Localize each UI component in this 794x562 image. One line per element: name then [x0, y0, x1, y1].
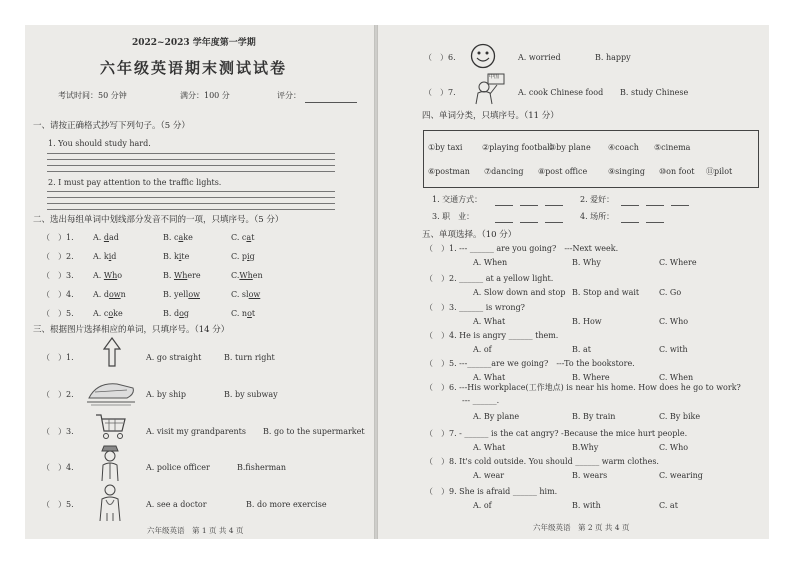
word-part: g [249, 252, 255, 261]
word-option-c [231, 233, 254, 243]
option-b: B. go to the supermarket [263, 427, 365, 436]
word-bank-item: ⑦dancing [484, 167, 524, 176]
underlined-letters: ow [248, 290, 261, 299]
word-option-b [163, 309, 189, 319]
underlined-letters: o [179, 309, 184, 318]
exam-time: 考试时间：50 分钟 [58, 91, 127, 100]
option-b: B. do more exercise [246, 500, 327, 509]
word-bank-item: ⑪pilot [706, 167, 733, 176]
shopping-cart-icon [95, 413, 127, 441]
exam-scan [25, 25, 769, 539]
answer-blank[interactable] [495, 205, 513, 206]
mcq-option-b: B. Why [572, 258, 601, 267]
picture-question-number[interactable]: （ ）3. [42, 427, 74, 436]
writing-line[interactable] [47, 159, 335, 160]
section-4-title: 四、单词分类，只填序号。（11 分） [422, 111, 559, 121]
underlined-letters: Wh [239, 271, 253, 280]
word-part: C. sl [231, 290, 249, 299]
mcq-option-c: C. Go [659, 288, 682, 297]
answer-blank[interactable] [495, 222, 513, 223]
word-bank-item: ⑨singing [608, 167, 645, 176]
up-arrow-icon [103, 337, 121, 367]
mcq-option-b: B. wears [572, 471, 608, 480]
word-option-c [231, 290, 260, 300]
mcq-option-c: C. at [659, 501, 678, 510]
doctor-icon [96, 483, 124, 523]
word-part: B. yell [163, 290, 189, 299]
mcq-option-b: B. Stop and wait [572, 288, 640, 297]
option-b: B.fisherman [237, 463, 287, 472]
mcq-option-b: B. How [572, 317, 602, 326]
answer-blank[interactable] [520, 205, 538, 206]
section-1-title: 一、请按正确格式抄写下列句子。（5 分） [33, 121, 190, 131]
word-part: t [251, 309, 256, 318]
category-place: 4. 场所： [580, 212, 615, 221]
word-part: A. [93, 271, 104, 280]
word-part: g [183, 309, 190, 318]
mcq-option-c: C. Who [659, 317, 689, 326]
question-number[interactable]: （ ）2. [42, 252, 74, 261]
option-a: A. cook Chinese food [518, 88, 604, 97]
mcq-option-c: C. with [659, 345, 688, 354]
train-icon [87, 378, 137, 406]
word-option-a [93, 290, 126, 300]
option-a: A. worried [518, 53, 561, 62]
mcq-option-c: C. Where [659, 258, 697, 267]
mcq-option-c: C. By bike [659, 412, 701, 421]
mcq-question[interactable]: （ ）7. - ______ is the cat angry? -Because the mice hurt people. [425, 429, 688, 438]
word-option-b [163, 252, 189, 262]
mcq-question[interactable]: （ ）1. --- ______ are you going? ---Next week. [425, 244, 619, 253]
picture-question-number[interactable]: （ ）1. [42, 353, 74, 362]
word-part: o [117, 271, 123, 280]
board-label: 中国 [489, 74, 500, 80]
option-a: A. go straight [146, 353, 202, 362]
underlined-letters: i [178, 252, 182, 261]
answer-blank[interactable] [545, 222, 563, 223]
word-bank-item: ③by plane [549, 143, 591, 152]
word-option-a [93, 271, 122, 281]
picture-question-number[interactable]: （ ）5. [42, 500, 74, 509]
word-part: A. d [93, 290, 109, 299]
word-part: B. k [163, 252, 179, 261]
category-hobby: 2. 爱好： [580, 195, 615, 204]
word-bank-item: ⑩on foot [659, 167, 695, 176]
page-title: 六年级英语期末测试试卷 [100, 59, 288, 77]
answer-blank[interactable] [646, 205, 664, 206]
word-part: C. n [231, 309, 248, 318]
option-a: A. by ship [146, 390, 186, 399]
mcq-question[interactable]: （ ）5. ---______are we going? ---To the bookstore. [425, 359, 635, 368]
word-bank-item: ⑤cinema [654, 143, 691, 152]
mcq-question[interactable]: （ ）9. She is afraid ______ him. [425, 487, 558, 496]
section-3-title: 三、根据图片选择相应的单词，只填序号。（14 分） [33, 325, 230, 335]
section-5-title: 五、单项选择。（10 分） [422, 230, 517, 240]
category-transport: 1. 交通方式： [432, 195, 483, 204]
picture-question-number[interactable]: （ ）2. [42, 390, 74, 399]
mcq-option-a: A. of [473, 501, 492, 510]
word-part: C. [231, 271, 240, 280]
word-part: A. [93, 233, 104, 242]
picture-question-number[interactable]: （ ）6. [424, 53, 456, 62]
mcq-option-c: C. When [659, 373, 694, 382]
mcq-option-a: A. By plane [473, 412, 520, 421]
mcq-answer-line: --- ______. [462, 396, 500, 405]
student-at-board-icon [470, 73, 506, 105]
mcq-option-a: A. wear [473, 471, 505, 480]
mcq-question[interactable]: （ ）2. ______ at a yellow light. [425, 274, 554, 283]
smiley-face-icon [470, 43, 496, 69]
word-part: a [109, 233, 114, 242]
picture-question-number[interactable]: （ ）4. [42, 463, 74, 472]
mcq-option-a: A. When [473, 258, 508, 267]
word-part: d [113, 233, 119, 242]
word-part: d [111, 252, 117, 261]
page-footer: 六年级英语 第 2 页 共 4 页 [533, 523, 630, 532]
word-option-a [93, 233, 119, 243]
option-a: A. visit my grandparents [146, 427, 246, 436]
page-footer: 六年级英语 第 1 页 共 4 页 [147, 526, 244, 535]
answer-blank[interactable] [621, 205, 639, 206]
copy-sentence-2: 2. I must pay attention to the traffic lights. [48, 178, 222, 187]
question-number[interactable]: （ ）1. [42, 233, 74, 242]
category-job: 3. 职 业： [432, 212, 475, 221]
mcq-option-a: A. of [473, 345, 492, 354]
underlined-letters: Wh [173, 271, 188, 280]
word-option-b [163, 233, 193, 243]
word-option-c [231, 252, 255, 262]
writing-line[interactable] [47, 171, 335, 172]
word-option-a [93, 252, 116, 262]
mcq-option-b: B.Why [572, 443, 599, 452]
underlined-letters: ow [188, 290, 201, 299]
word-part: A. c [93, 309, 109, 318]
word-part: ke [183, 233, 193, 242]
mcq-option-a: A. What [473, 317, 506, 326]
mcq-option-a: A. What [473, 443, 506, 452]
mcq-question[interactable]: （ ）4. He is angry ______ them. [425, 331, 559, 340]
underlined-letters: a [178, 233, 184, 242]
question-number[interactable]: （ ）5. [42, 309, 74, 318]
underlined-letters: a [246, 233, 252, 242]
mcq-option-b: B. By train [572, 412, 616, 421]
word-part: t [251, 233, 255, 242]
word-option-c [231, 271, 263, 281]
word-part: A. k [93, 252, 109, 261]
mcq-option-b: B. at [572, 345, 591, 354]
word-part: C. p [231, 252, 248, 261]
mcq-option-a: A. Slow down and stop [473, 288, 566, 297]
answer-blank[interactable] [545, 205, 563, 206]
underlined-letters: o [108, 309, 114, 318]
underlined-letters: ow [108, 290, 121, 299]
word-part: C. c [231, 233, 247, 242]
score-blank[interactable] [305, 102, 357, 103]
word-part: ke [113, 309, 123, 318]
answer-blank[interactable] [671, 205, 689, 206]
word-bank-item: ①by taxi [428, 143, 463, 152]
picture-question-number[interactable]: （ ）7. [424, 88, 456, 97]
mcq-option-c: C. wearing [659, 471, 703, 480]
writing-line[interactable] [47, 191, 335, 192]
writing-line[interactable] [47, 209, 335, 210]
writing-line[interactable] [47, 203, 335, 204]
question-number[interactable]: （ ）4. [42, 290, 74, 299]
underlined-letters: d [103, 233, 109, 242]
word-option-b [163, 271, 201, 281]
option-b: B. turn right [224, 353, 275, 362]
full-score: 满分：100 分 [180, 91, 230, 100]
option-a: A. see a doctor [146, 500, 207, 509]
mcq-option-b: B. Where [572, 373, 610, 382]
writing-line[interactable] [47, 165, 335, 166]
option-b: B. by subway [224, 390, 278, 399]
word-option-a [93, 309, 123, 319]
word-bank-item: ⑧post office [538, 167, 588, 176]
mcq-question[interactable]: （ ）3. ______ is wrong? [425, 303, 525, 312]
word-part: B. [163, 271, 174, 280]
word-part: en [252, 271, 263, 280]
word-bank-item: ⑥postman [428, 167, 470, 176]
underlined-letters: i [247, 252, 250, 261]
section-2-title: 二、选出每组单词中划线部分发音不同的一项，只填序号。（5 分） [33, 215, 284, 225]
score-label: 评分： [277, 91, 301, 100]
writing-line[interactable] [47, 197, 335, 198]
word-bank-item: ②playing football [482, 143, 553, 152]
word-part: te [181, 252, 190, 261]
word-bank-box [423, 130, 759, 188]
school-year: 2022~2023 学年度第一学期 [132, 38, 256, 48]
word-option-b [163, 290, 200, 300]
copy-sentence-1: 1. You should study hard. [48, 139, 151, 148]
mcq-question[interactable]: （ ）6. ---His workplace(工作地点) is near his home. How does he go to work? [425, 383, 741, 392]
word-bank-item: ④coach [608, 143, 639, 152]
underlined-letters: o [247, 309, 252, 318]
underlined-letters: i [108, 252, 112, 261]
mcq-option-a: A. What [473, 373, 506, 382]
mcq-question[interactable]: （ ）8. It's cold outside. You should ______ warm clothes. [425, 457, 659, 466]
answer-blank[interactable] [520, 222, 538, 223]
word-part: B. c [163, 233, 179, 242]
police-officer-icon [98, 443, 122, 483]
mcq-option-c: C. Who [659, 443, 689, 452]
word-part: B. d [163, 309, 180, 318]
option-a: A. police officer [146, 463, 210, 472]
question-number[interactable]: （ ）3. [42, 271, 74, 280]
answer-blank[interactable] [621, 222, 639, 223]
option-b: B. happy [595, 53, 631, 62]
option-b: B. study Chinese [620, 88, 689, 97]
answer-blank[interactable] [646, 222, 664, 223]
word-part: n [120, 290, 126, 299]
underlined-letters: Wh [103, 271, 118, 280]
writing-line[interactable] [47, 153, 335, 154]
word-part: ere [187, 271, 201, 280]
mcq-option-b: B. with [572, 501, 601, 510]
word-option-c [231, 309, 255, 319]
